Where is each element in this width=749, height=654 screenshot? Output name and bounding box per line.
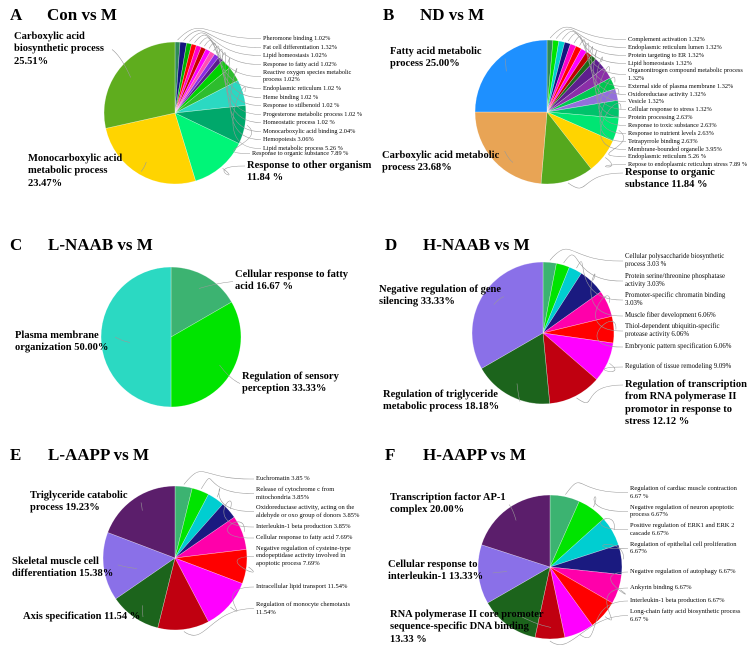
callout-interleukin-1-beta-production: Interleukin-1 beta production 6.67%	[630, 597, 725, 605]
callout-regulation-of-epithelial-cell-proliferation: Regulation of epithelial cell proliferation 6.67%	[630, 540, 737, 556]
callout-heme-binding: Heme binding 1.02 %	[263, 93, 319, 101]
callout-column-a	[263, 35, 369, 153]
callout-repose-to-endoplasmic-reticulum-stress: Repose to endoplasmic reticulum stress 7.89 %	[628, 161, 748, 169]
callout-plasma-membrane-organization: Plasma membrane organization 50.00%	[15, 330, 109, 354]
callout-organonitrogen-compound-metabolic-process: Organonitrogen compound metabolic process 1.32%	[628, 67, 743, 82]
callout-vesicle: Vesicle 1.32%	[628, 98, 665, 106]
callout-response-to-fatty-acid: Response to fatty acid 1.02%	[263, 60, 337, 68]
callout-muscle-fiber-development: Muscle fiber development 6.06%	[625, 311, 716, 319]
callout-carboxylic-acid-biosynthetic-process: Carboxylic acid biosynthetic process 25.51%	[14, 31, 104, 67]
callout-regulation-of-tissue-remodeling: Regulation of tissue remodeling 9.09%	[625, 362, 732, 370]
callout-promoter-specific-chromatin-binding: Promoter-specific chromatin binding 3.03%	[625, 292, 726, 308]
leader-line	[550, 249, 623, 261]
leader-line	[604, 363, 623, 371]
callout-negative-regulation-of-neuron-apoptotic-process: Negative regulation of neuron apoptotic process 6.67%	[630, 503, 734, 519]
callout-column-d	[625, 253, 743, 374]
callout-cellular-response-to-interleukin-1: Cellular response to interleukin-1 13.33%	[388, 559, 484, 583]
callout-pheromone-binding: Pheromone binding 1.02%	[263, 35, 331, 42]
callout-triglyceride-catabolic-process: Triglyceride catabolic process 19.23%	[30, 490, 128, 514]
panel-d-title: H-NAAB vs M	[423, 235, 530, 254]
callout-negative-regulation-of-cysteine-type-endopeptidase-activity-involved-in-apoptotic-process: Negative regulation of cysteine-type endopeptidase activity involved in apoptotic process 7.69%	[256, 544, 351, 567]
callout-oxidoreductase-activity: Oxidoreductase activity 1.32%	[628, 90, 706, 98]
callout-positive-regulation-of-erk1-and-erk-2-cascade: Positive regulation of ERK1 and ERK 2 cascade 6.67%	[630, 522, 735, 537]
callout-protein-targeting-to-er: Protein targeting to ER 1.32%	[628, 51, 704, 59]
callout-fat-cell-differentiation: Fat cell differentiation 1.32%	[263, 43, 338, 51]
callout-oxidoreductase-activity-acting-on-the-aldehyde-or-oxo-group-of-donors: Oxidoreductase activity, acting on the aldehyde or oxo group of donors 3.85%	[256, 504, 360, 519]
callout-carboxylic-acid-metabolic-process: Carboxylic acid metabolic process 23.68%	[382, 150, 500, 174]
panel-b-title: ND vs M	[420, 5, 485, 24]
callout-external-side-of-plasma-membrane: External side of plasma membrane 1.32%	[628, 82, 734, 90]
callout-complement-activation: Complement activation 1.32%	[628, 36, 705, 43]
callout-protein-serine-threonine-phosphatase-activity: Protein serine/threonine phosphatase activity 3.03%	[625, 272, 726, 288]
callout-column-b	[628, 36, 748, 169]
callout-negative-regulation-of-autophagy: Negative regulation of autophagy 6.67%	[630, 567, 736, 575]
callout-protein-processing: Protein processing 2.63%	[628, 114, 693, 122]
callout-response-to-nutrient-levels: Response to nutrient levels 2.63%	[628, 129, 714, 137]
callout-negative-regulation-of-gene-silencing: Negative regulation of gene silencing 33.33%	[379, 284, 501, 308]
panel-a-letter: A	[10, 5, 23, 24]
callout-response-to-other-organism: Response to other organism 11.84 %	[247, 160, 372, 184]
leader-line	[565, 483, 628, 495]
callout-progesterone-metabolic-process: Progesterone metabolic process 1.02 %	[263, 110, 363, 118]
callout-release-of-cytochrome-c-from-mitochondria: Release of cytochrome c from mitochondria 3.85%	[256, 485, 335, 501]
callout-response-to-stilbenoid: Response to stilbenoid 1.02 %	[263, 102, 340, 110]
callout-column-e	[256, 475, 369, 620]
callout-thiol-dependent-ubiquitin-specific-protease-activity: Thiol-dependent ubiquitin-specific protease activity 6.06%	[625, 323, 720, 339]
callout-response-to-organic-substance: Response to organic substance 7.89 %	[252, 150, 349, 157]
callout-cellular-response-to-fatty-acid: Cellular response to fatty acid 7.69%	[256, 533, 353, 541]
callout-regulation-of-sensory-perception: Regulation of sensory perception 33.33%	[242, 371, 339, 395]
slice-carboxylic-acid-biosynthetic-process	[104, 42, 175, 128]
callout-embryonic-pattern-specification: Embryonic pattern specification 6.06%	[625, 342, 732, 350]
callout-fatty-acid-metabolic-process: Fatty acid metabolic process 25.00%	[390, 46, 482, 70]
leader-line	[550, 27, 626, 39]
callout-column-f	[630, 485, 746, 626]
callout-endoplasmic-reticulum-lumen: Endoplasmic reticulum lumen 1.32%	[628, 43, 722, 51]
callout-tetrapyrrole-binding: Tetrapyrrole binding 2.63%	[628, 137, 698, 145]
callout-cellular-polysaccharide-biosynthetic-process: Cellular polysaccharide biosynthetic process 3.03 %	[625, 253, 725, 269]
callout-monocarboxylic-acid-binding: Monocarboxylic acid binding 2.04%	[263, 127, 356, 135]
callout-regulation-of-triglyceride-metabolic-process: Regulation of triglyceride metabolic process 18.18%	[383, 389, 500, 413]
panel-a-title: Con vs M	[47, 5, 117, 24]
callout-long-chain-fatty-acid-biosynthetic-process: Long-chain fatty acid biosynthetic process 6.67 %	[630, 607, 741, 623]
leader-line	[605, 158, 626, 168]
callout-reactive-oxygen-species-metabolic-process: Reactive oxygen species metabolic process 1.02%	[263, 69, 352, 84]
callout-skeletal-muscle-cell-differentiation: Skeletal muscle cell differentiation 15.38%	[12, 556, 114, 580]
callout-hemopoiesis: Hemopoiesis 3.06%	[263, 136, 314, 144]
leader-line	[184, 472, 254, 485]
callout-lipid-homeostasis: Lipid homeostasis 1.02%	[263, 52, 327, 60]
callout-endoplasmic-reticulum: Endoplasmic reticulum 1.02 %	[263, 85, 341, 92]
callout-regulation-of-transcription-from-rna-polymerase-ii-promotor-in-response-to-stress: Regulation of transcription from RNA polymerase II promotor in response to stress 12.12 %	[625, 379, 747, 428]
callout-axis-specification: Axis specification 11.54 %	[23, 611, 141, 622]
panel-c-title: L-NAAB vs M	[48, 235, 153, 254]
panel-f-letter: F	[385, 445, 396, 464]
panel-e-title: L-AAPP vs M	[48, 445, 150, 464]
callout-lipid-metabolic-process: Lipid metabolic process 5.26 %	[263, 144, 343, 152]
panel-e-letter: E	[10, 445, 22, 464]
callout-intracellular-lipid-transport: Intracellular lipid transport 11.54%	[256, 582, 348, 590]
callout-response-to-toxic-substance: Response to toxic substance 2.63%	[628, 122, 717, 130]
callout-euchromatin: Euchromatin 3.85 %	[256, 475, 310, 482]
callout-membrane-bounded-organelle: Membrane-bounded organelle 3.95%	[628, 145, 722, 153]
panel-d-letter: D	[385, 235, 398, 254]
callout-cellular-response-to-fatty-acid: Cellular response to fatty acid 16.67 %	[235, 269, 349, 293]
callout-response-to-organic-substance: Response to organic substance 11.84 %	[625, 167, 715, 191]
callout-rna-polymerase-ii-core-promoter-sequence-specific-dna-binding: RNA polymerase II core promoter sequence-specific DNA binding 13.33 %	[390, 609, 544, 645]
panel-c-letter: C	[10, 235, 23, 254]
leader-line	[594, 497, 629, 512]
panel-f-title: H-AAPP vs M	[423, 445, 526, 464]
callout-ankyrin-binding: Ankyrin binding 6.67%	[630, 584, 692, 592]
callout-interleukin-1-beta-production: Interleukin-1 beta production 3.85%	[256, 522, 351, 530]
callout-homeostatic-process: Homeostatic process 1.02 %	[263, 119, 335, 127]
callout-lipid-homeostasis: Lipid homeostasis 1.32%	[628, 59, 692, 67]
callout-endoplasmic-reticulum: Endoplasmic reticulum 5.26 %	[628, 153, 706, 161]
callout-cellular-response-to-stress: Cellular response to stress 1.32%	[628, 106, 712, 114]
leader-line	[223, 166, 245, 175]
callout-regulation-of-monocyte-chemotaxis: Regulation of monocyte chemotaxis 11.54%	[256, 601, 351, 616]
leader-line	[201, 479, 254, 494]
callout-transcription-factor-ap-1-complex: Transcription factor AP-1 complex 20.00%	[390, 492, 506, 516]
callout-regulation-of-cardiac-muscle-contraction: Regulation of cardiac muscle contraction 6.67 %	[630, 485, 737, 500]
callout-monocarboxylic-acid-metabolic-process: Monocarboxylic acid metabolic process 23.47%	[28, 153, 123, 189]
panel-b-letter: B	[383, 5, 395, 24]
